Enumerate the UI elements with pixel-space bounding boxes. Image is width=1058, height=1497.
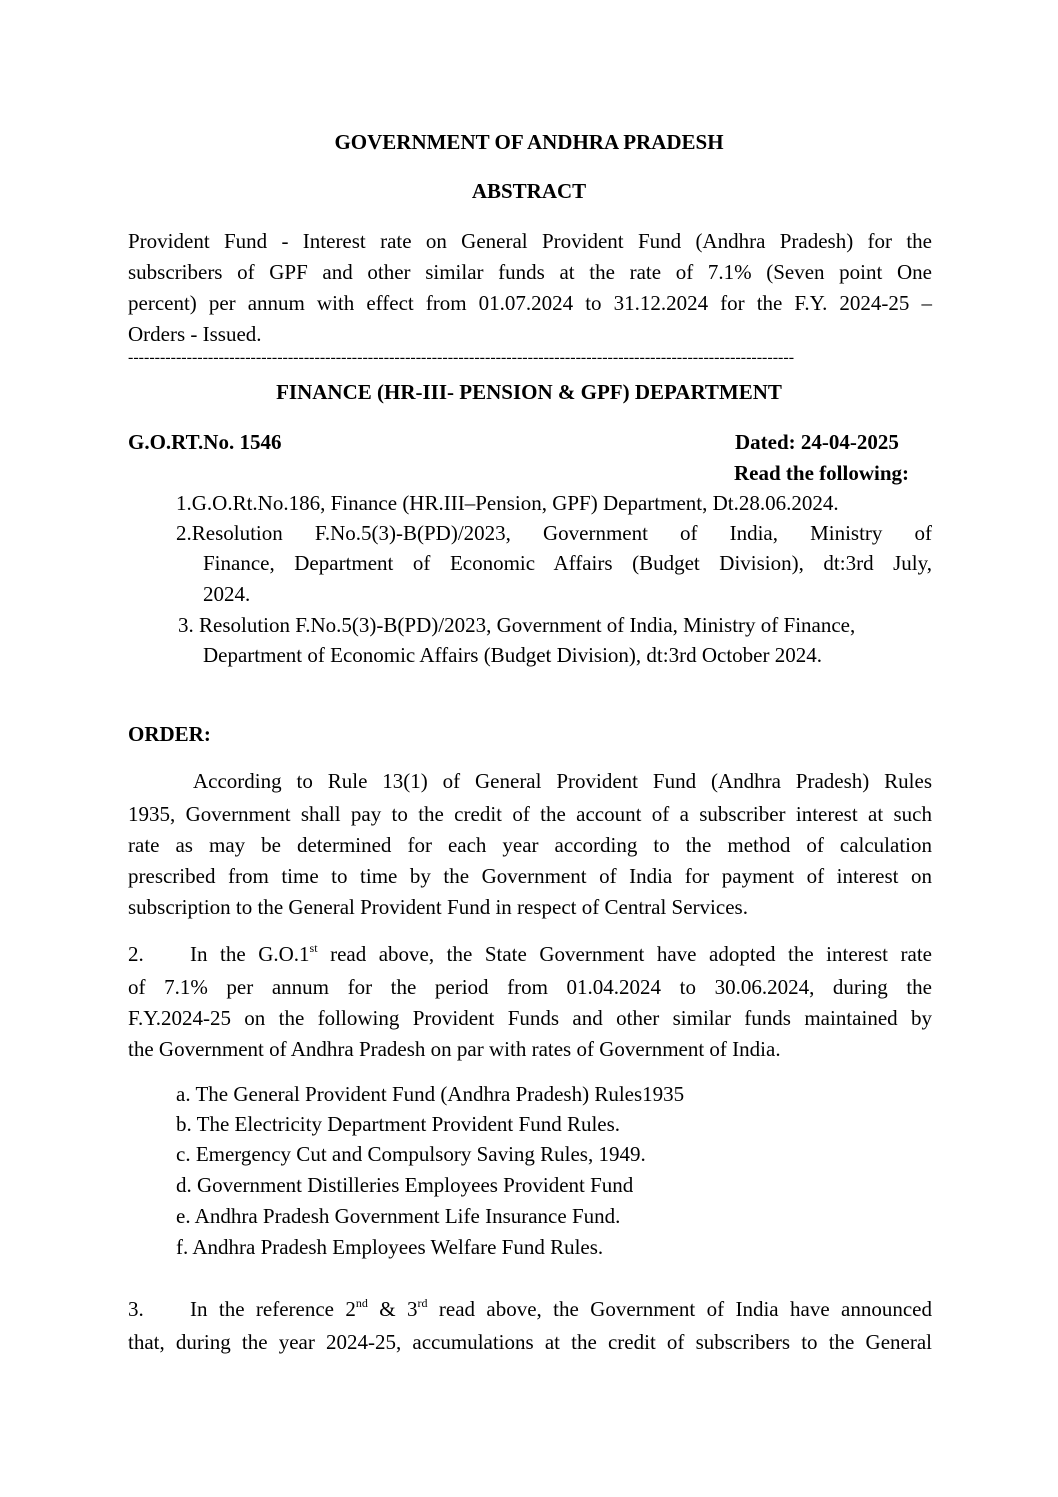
- go-date: Dated: 24-04-2025: [735, 430, 899, 454]
- fund-list-item: d. Government Distilleries Employees Provident Fund: [176, 1173, 634, 1197]
- para2-number: 2.: [128, 942, 144, 966]
- para3-superscript-nd: nd: [355, 1296, 368, 1310]
- fund-list-item: a. The General Provident Fund (Andhra Pradesh) Rules1935: [176, 1082, 685, 1106]
- para2-line-4: the Government of Andhra Pradesh on par with rates of Government of India.: [128, 1037, 781, 1061]
- fund-list-item: b. The Electricity Department Provident Fund Rules.: [176, 1112, 621, 1136]
- abstract-heading: ABSTRACT: [471, 179, 587, 203]
- fund-list-item: c. Emergency Cut and Compulsory Saving Rules, 1949.: [176, 1142, 646, 1166]
- reference-3-line-2: Department of Economic Affairs (Budget Division), dt:3rd October 2024.: [203, 643, 822, 667]
- para1-line-4: prescribed from time to time by the Government of India for payment of interest on: [128, 864, 932, 888]
- separator-dashes: -----------------------------------------------------------------------------------------------------------------------------: [128, 349, 795, 366]
- para1-line-1: According to Rule 13(1) of General Provident Fund (Andhra Pradesh) Rules: [193, 769, 932, 793]
- reference-3-line-1: 3. Resolution F.No.5(3)-B(PD)/2023, Government of India, Ministry of Finance,: [178, 613, 856, 637]
- fund-list-item: e. Andhra Pradesh Government Life Insurance Fund.: [176, 1204, 621, 1228]
- abstract-line-4: Orders - Issued.: [128, 322, 262, 346]
- reference-2-line-3: 2024.: [203, 582, 251, 606]
- para2-line-3: F.Y.2024-25 on the following Provident Funds and other similar funds maintained by: [128, 1006, 932, 1030]
- abstract-line-2: subscribers of GPF and other similar funds at the rate of 7.1% (Seven point One: [128, 260, 932, 284]
- order-heading: ORDER:: [128, 722, 211, 746]
- para3-line-1-b: & 3: [367, 1297, 418, 1321]
- para2-line-2: of 7.1% per annum for the period from 01.04.2024 to 30.06.2024, during the: [128, 975, 932, 999]
- para3-number: 3.: [128, 1297, 144, 1321]
- reference-2-line-2: Finance, Department of Economic Affairs (Budget Division), dt:3rd July,: [203, 551, 932, 575]
- para3-line-2: that, during the year 2024-25, accumulations at the credit of subscribers to the General: [128, 1330, 932, 1354]
- go-number: G.O.RT.No. 1546: [128, 430, 282, 454]
- para1-line-5: subscription to the General Provident Fund in respect of Central Services.: [128, 895, 748, 919]
- read-following-heading: Read the following:: [734, 461, 909, 485]
- abstract-line-3: percent) per annum with effect from 01.07.2024 to 31.12.2024 for the F.Y. 2024-25 –: [128, 291, 932, 315]
- fund-list-item: f. Andhra Pradesh Employees Welfare Fund Rules.: [176, 1235, 604, 1259]
- reference-1: 1.G.O.Rt.No.186, Finance (HR.III–Pension, GPF) Department, Dt.28.06.2024.: [176, 491, 839, 515]
- para2-line-1-post: read above, the State Government have adopted the interest rate: [317, 942, 932, 966]
- para3-line-1: [190, 1297, 932, 1322]
- government-title: GOVERNMENT OF ANDHRA PRADESH: [334, 130, 724, 154]
- para2-line-1-pre: In the G.O.1: [190, 942, 310, 966]
- department-heading: FINANCE (HR-III- PENSION & GPF) DEPARTMENT: [276, 380, 782, 404]
- para3-line-1-c: read above, the Government of India have announced: [427, 1297, 932, 1321]
- para2-superscript: st: [309, 941, 318, 955]
- para1-line-3: rate as may be determined for each year according to the method of calculation: [128, 833, 932, 857]
- para3-line-1-a: In the reference 2: [190, 1297, 356, 1321]
- para2-line-1: [190, 942, 932, 967]
- abstract-line-1: Provident Fund - Interest rate on General Provident Fund (Andhra Pradesh) for the: [128, 229, 932, 253]
- para1-line-2: 1935, Government shall pay to the credit of the account of a subscriber interest at such: [128, 802, 932, 826]
- para3-superscript-rd: rd: [417, 1296, 428, 1310]
- reference-2-line-1: 2.Resolution F.No.5(3)-B(PD)/2023, Government of India, Ministry of: [176, 521, 932, 545]
